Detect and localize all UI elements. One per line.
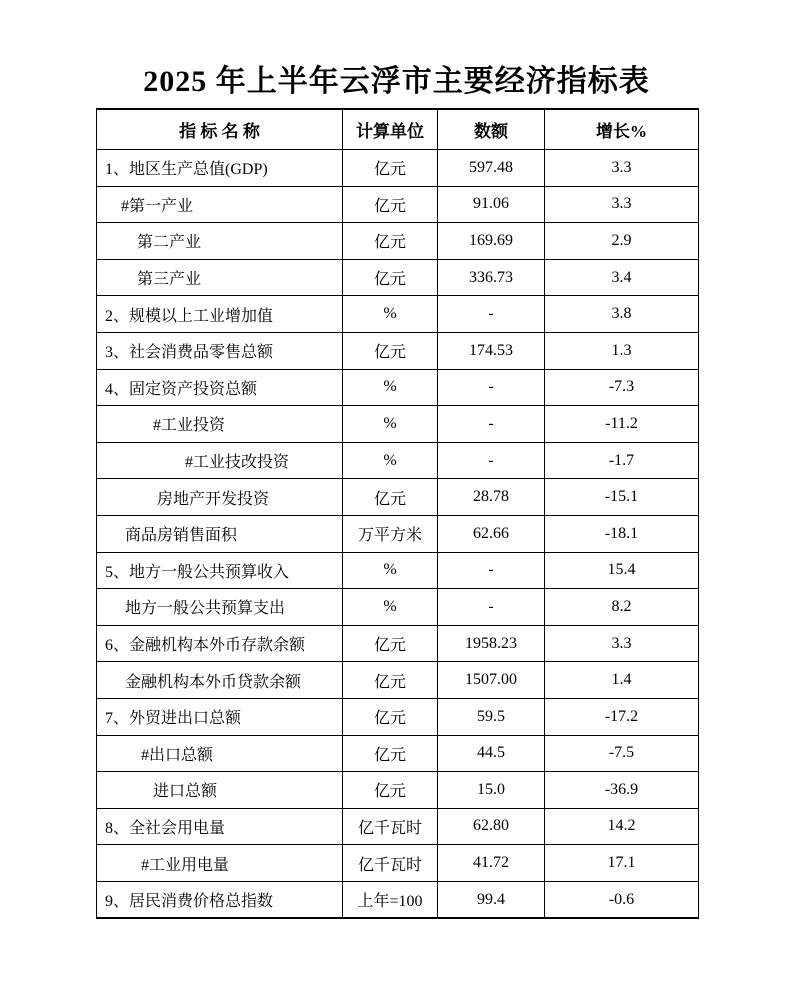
growth-cell: 3.4 xyxy=(545,259,699,296)
table-row xyxy=(97,589,699,626)
table-row xyxy=(97,881,699,918)
growth-cell: 1.3 xyxy=(545,332,699,369)
amount-cell: 169.69 xyxy=(438,223,545,260)
economic-indicators-table xyxy=(96,108,699,919)
table-row xyxy=(97,332,699,369)
indicator-name-cell: 进口总额 xyxy=(97,772,343,809)
amount-cell: 99.4 xyxy=(438,881,545,918)
unit-cell: % xyxy=(343,406,438,443)
unit-cell: 亿元 xyxy=(343,150,438,187)
page-title: 2025 年上半年云浮市主要经济指标表 xyxy=(143,65,650,98)
table-row xyxy=(97,552,699,589)
indicator-name-cell: 3、社会消费品零售总额 xyxy=(97,332,343,369)
table-row xyxy=(97,186,699,223)
amount-cell: - xyxy=(438,369,545,406)
indicator-name-cell: 金融机构本外币贷款余额 xyxy=(97,662,343,699)
growth-cell: -1.7 xyxy=(545,442,699,479)
amount-cell: 1958.23 xyxy=(438,625,545,662)
amount-cell: 28.78 xyxy=(438,479,545,516)
growth-cell: 14.2 xyxy=(545,808,699,845)
table-row xyxy=(97,735,699,772)
unit-cell: 亿元 xyxy=(343,259,438,296)
amount-cell: 62.66 xyxy=(438,515,545,552)
header-indicator-name: 指 标 名 称 xyxy=(97,109,343,150)
growth-cell: -7.5 xyxy=(545,735,699,772)
growth-cell: -36.9 xyxy=(545,772,699,809)
amount-cell: 44.5 xyxy=(438,735,545,772)
indicator-name-cell: 4、固定资产投资总额 xyxy=(97,369,343,406)
indicator-name-cell: #出口总额 xyxy=(97,735,343,772)
growth-cell: -0.6 xyxy=(545,881,699,918)
unit-cell: % xyxy=(343,589,438,626)
growth-cell: 1.4 xyxy=(545,662,699,699)
indicator-name-cell: #工业用电量 xyxy=(97,845,343,882)
growth-cell: -11.2 xyxy=(545,406,699,443)
amount-cell: 59.5 xyxy=(438,698,545,735)
amount-cell: 41.72 xyxy=(438,845,545,882)
indicator-name-cell: #第一产业 xyxy=(97,186,343,223)
unit-cell: 亿元 xyxy=(343,698,438,735)
table-row xyxy=(97,515,699,552)
indicator-name-cell: 房地产开发投资 xyxy=(97,479,343,516)
amount-cell: - xyxy=(438,442,545,479)
unit-cell: 亿元 xyxy=(343,735,438,772)
header-growth: 增长% xyxy=(545,109,699,150)
table-row xyxy=(97,369,699,406)
growth-cell: 8.2 xyxy=(545,589,699,626)
table-row xyxy=(97,223,699,260)
table-row xyxy=(97,259,699,296)
growth-cell: -17.2 xyxy=(545,698,699,735)
amount-cell: 15.0 xyxy=(438,772,545,809)
growth-cell: 3.8 xyxy=(545,296,699,333)
unit-cell: 亿元 xyxy=(343,479,438,516)
indicator-name-cell: 1、地区生产总值(GDP) xyxy=(97,150,343,187)
growth-cell: 17.1 xyxy=(545,845,699,882)
amount-cell: 597.48 xyxy=(438,150,545,187)
indicator-name-cell: 6、金融机构本外币存款余额 xyxy=(97,625,343,662)
amount-cell: - xyxy=(438,406,545,443)
amount-cell: - xyxy=(438,552,545,589)
growth-cell: -18.1 xyxy=(545,515,699,552)
table-row xyxy=(97,625,699,662)
table-row xyxy=(97,150,699,187)
table-row xyxy=(97,662,699,699)
indicator-name-cell: 商品房销售面积 xyxy=(97,515,343,552)
growth-cell: 3.3 xyxy=(545,150,699,187)
unit-cell: 亿千瓦时 xyxy=(343,845,438,882)
unit-cell: % xyxy=(343,442,438,479)
unit-cell: % xyxy=(343,296,438,333)
indicator-name-cell: 地方一般公共预算支出 xyxy=(97,589,343,626)
indicator-name-cell: 8、全社会用电量 xyxy=(97,808,343,845)
table-row xyxy=(97,698,699,735)
table-row xyxy=(97,479,699,516)
table-row xyxy=(97,296,699,333)
unit-cell: % xyxy=(343,369,438,406)
indicator-name-cell: 9、居民消费价格总指数 xyxy=(97,881,343,918)
header-amount: 数额 xyxy=(438,109,545,150)
unit-cell: % xyxy=(343,552,438,589)
amount-cell: 174.53 xyxy=(438,332,545,369)
unit-cell: 亿元 xyxy=(343,223,438,260)
table-row xyxy=(97,442,699,479)
header-unit: 计算单位 xyxy=(343,109,438,150)
growth-cell: 3.3 xyxy=(545,186,699,223)
table-row xyxy=(97,845,699,882)
unit-cell: 亿千瓦时 xyxy=(343,808,438,845)
amount-cell: 1507.00 xyxy=(438,662,545,699)
amount-cell: 62.80 xyxy=(438,808,545,845)
growth-cell: 2.9 xyxy=(545,223,699,260)
table-header-row xyxy=(97,109,699,150)
growth-cell: 3.3 xyxy=(545,625,699,662)
indicator-name-cell: 第三产业 xyxy=(97,259,343,296)
indicator-name-cell: #工业投资 xyxy=(97,406,343,443)
indicator-name-cell: #工业技改投资 xyxy=(97,442,343,479)
amount-cell: 91.06 xyxy=(438,186,545,223)
indicator-name-cell: 7、外贸进出口总额 xyxy=(97,698,343,735)
table-row xyxy=(97,406,699,443)
growth-cell: 15.4 xyxy=(545,552,699,589)
unit-cell: 亿元 xyxy=(343,772,438,809)
indicator-name-cell: 第二产业 xyxy=(97,223,343,260)
table-row xyxy=(97,772,699,809)
unit-cell: 亿元 xyxy=(343,332,438,369)
amount-cell: - xyxy=(438,589,545,626)
economic-indicators-table-container xyxy=(96,108,698,919)
table-row xyxy=(97,808,699,845)
indicator-name-cell: 5、地方一般公共预算收入 xyxy=(97,552,343,589)
growth-cell: -7.3 xyxy=(545,369,699,406)
indicator-name-cell: 2、规模以上工业增加值 xyxy=(97,296,343,333)
unit-cell: 亿元 xyxy=(343,662,438,699)
amount-cell: - xyxy=(438,296,545,333)
amount-cell: 336.73 xyxy=(438,259,545,296)
growth-cell: -15.1 xyxy=(545,479,699,516)
unit-cell: 亿元 xyxy=(343,625,438,662)
unit-cell: 上年=100 xyxy=(343,881,438,918)
unit-cell: 万平方米 xyxy=(343,515,438,552)
unit-cell: 亿元 xyxy=(343,186,438,223)
